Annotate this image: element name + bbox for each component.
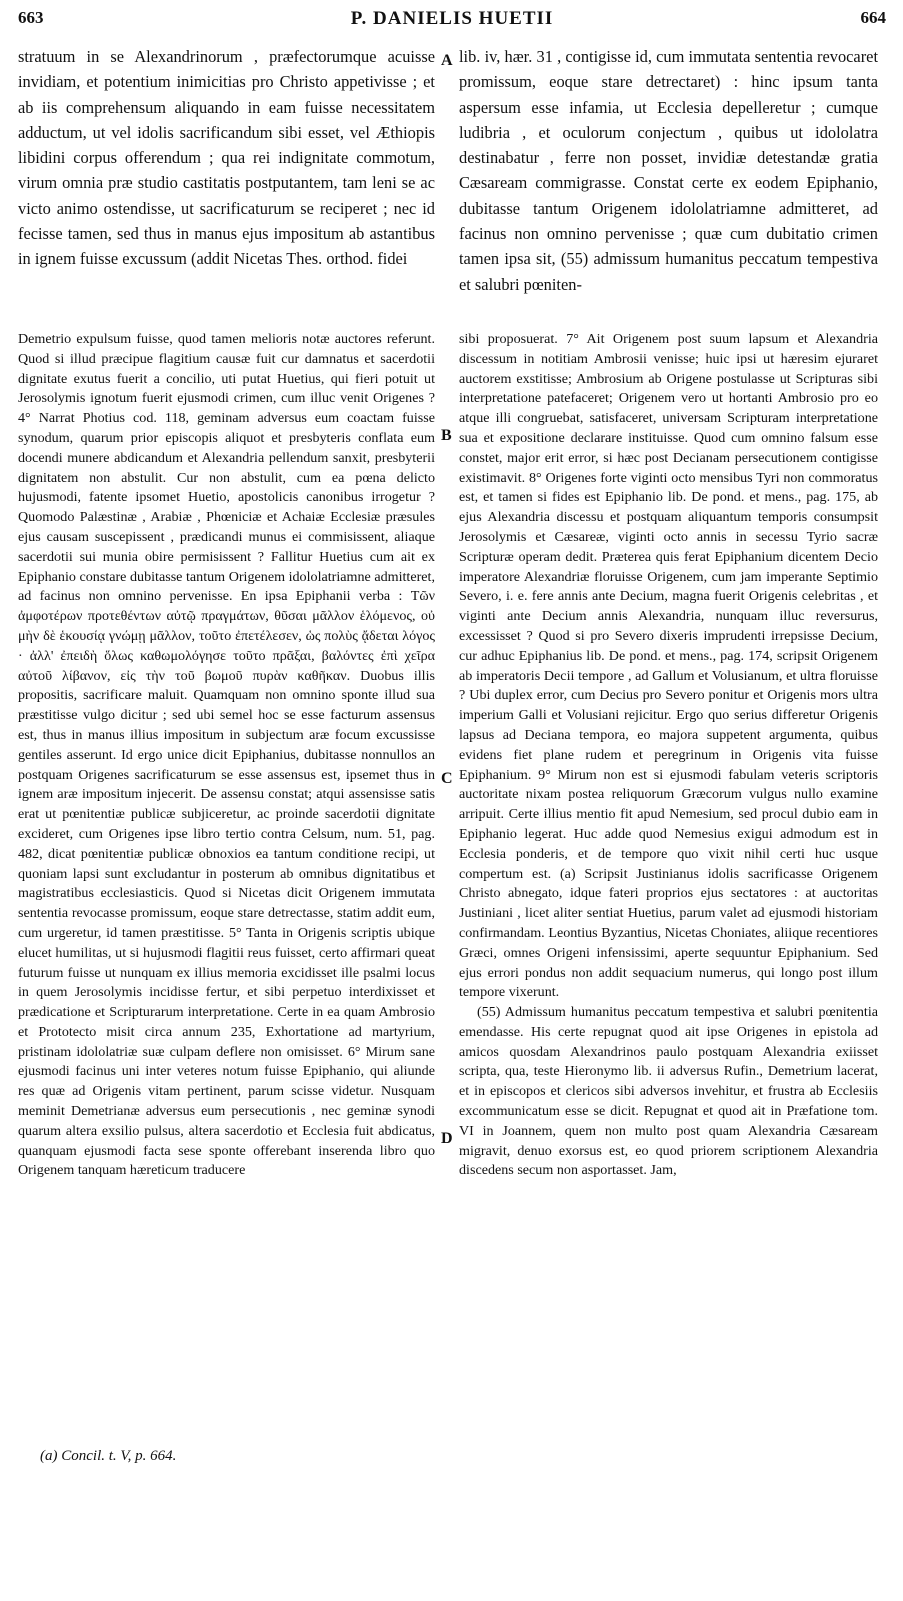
top-left-text: stratuum in se Alexandrinorum , præfectorumque acuisse invidiam, et potentium inimicitias pro Christo appetivisse ; et ab iis comprehensum aliquando in eam fuisse necessitatem adductum, ut vel idolis sacrificandum sibi esset, vel Æthiopis libidini corpus offerendum ; qua rei indignitate commotum, virum omnia præ studio castitatis postputantem, tam leni se ac victo animo ostendisse, ut sacrificaturum se reciperet ; nec id fecisse tamen, sed thus in manus ejus impositum ab astantibus in ignem fuisse excussum (addit Nicetas Thes. orthod. fidei (18, 47, 435, 269)
notes-left-paragraph: Demetrio expulsum fuisse, quod tamen melioris notæ auctores referunt. Quod si illud præcipue flagitium causæ fuit cur damnatus et sacerdotii dignitate exutus fuerit a concilio, uti putat Huetius, qui fieri potuit ut Jerosolymis ignotum fuerit ejusmodi crimen, cum illuc venit Origenes ? 4° Narrat Photius cod. 118, geminam adversus eum coactam fuisse synodum, quarum prior episcopis aliquot et presbyteris conflata eum docendi munere abdicandum et Alexandria pellendum sanxit, presbyterii dignitatem non abstulit. Cur non abstulit, cum ea pœna delicto hujusmodi, fatente ipsomet Huetio, apostolicis canonibus irrogetur ? Quomodo Palæstinæ , Arabiæ , Phœniciæ et Achaiæ Ecclesiæ præsules ejus causam suscepissent , prædicandi munus ei commisissent, aliaque sacerdotii sui munia obire permisissent ? Fallitur Huetius cum ait ex Epiphanio constare dubitasse tantum Origenem idololatriamne admitteret, ad facinus non omnino pervenisse. En ipsa Epiphanii verba : Τῶν ἀμφοτέρων προτεθέντων αὐτῷ πραγμάτων, θῦσαι μᾶλλον ἑλόμενος, οὐ μὴν δὲ ἑκουσίᾳ γνώμῃ μᾶλλον, τοῦτο ἐπετέλεσεν, ὡς πολὺς ᾄδεται λόγος · ἀλλ' ἐπειδὴ ὅλως καθωμολόγησε τοῦτο πρᾶξαι, βαλόντες ἐπὶ χεῖρα αὐτοῦ λίβανον, εἰς τὴν τοῦ βωμοῦ πυρὰν καθῆκαν. Duobus illis propositis, sacrificare maluit. Quamquam non omnino sponte illud sua præstitisse vulgo dicitur ; sed ubi semel hoc se esse facturum assensus est, thus in manus illius impositum in subjectum aræ focum excussisse gentiles asserunt. Id ergo unice dicit Epiphanius, dubitasse nonnullos an postquam Origenes sacrificaturum se esse assensus est, ipsemet thus in ignem aræ impositum injecerit. De assensu constat; atqui assensisse satis erat ut pœnitentiæ publicæ subjiceretur, ac proinde sacerdotii dignitate excideret, cum Origenes ipse libro tertio contra Celsum, num. 51, pag. 482, dicat pœnitentiæ publicæ obnoxios ea tantum conditione recipi, ut quoniam lapsi sunt excludantur in posterum ab omnibus dignitatibus et magistratibus ecclesiasticis. Quod si Nicetas dicit Origenem immutata sententia revocasse promissum, eoque stare detrectasse, statim addit eum, cum urgeretur, id tamen præstitisse. 5° Tanta in Origenis scriptis ubique elucet humilitas, ut si hujusmodi flagitii reus fuisset, certo affirmari queat futurum fuisse ut nunquam ex illius memoria excidisset ille psalmi locus in quem Jerosolymis incidisse fertur, et sibi perpetuo interdixisset et prædicatione et Scripturarum interpretatione. Certe in ea quam Ambrosio et Prototecto misit circa annum 235, Exhortatione ad martyrium, pristinam idololatriæ suæ culpam deflere non omisisset. 6° Mirum sane ejusmodi facinus uni inter veteres notum fuisse Epiphanio, qui aliunde res quæ ad Origenis vitam pertinent, parum scisse videtur. Nusquam meminit Demetrianæ adversus eum persecutionis , nec geminæ synodi quarum altera exsilio pulsus, altera sacerdotio et Ecclesia fuit abdicatus, quanquam ejusmodi facta sese sponte offerebant inserenda libro quo Origenem tanquam hæreticum traducere (18, 331, 435, 1179)
footnote: (a) Concil. t. V, p. 664. (40, 1448, 177, 1464)
page-number-right: 664 (860, 8, 886, 27)
top-right-column (459, 44, 878, 297)
margin-letter-a: A (441, 52, 453, 69)
notes-right-column (459, 330, 878, 1181)
top-left-column (18, 44, 435, 272)
page-number-left: 663 (18, 8, 44, 27)
notes-right-paragraph: sibi proposuerat. 7° Ait Origenem post suum lapsum et Alexandria discessum in notitiam Ambrosii venisse; huic ipsi ut hæresim ejuraret auctorem exstitisse; Ambrosium ab Origene postulasse ut Scripturas sibi interpretatione patefaceret; Origenem vero ut hortanti Ambrosio pro eo atque illi congruebat, satisfaceret, universam Scripturam interpretatione sua et expositione declarare instituisse. Quod cum omnino falsum esse constet, major erit error, si hæc post Decianam persecutionem contigisse existimavit. 8° Origenes forte viginti octo mensibus Tyri non commoratus est, et tamen si fides est Epiphanio lib. De pond. et mens., pag. 175, ab ejus Alexandria discessu et postquam aliquantum temporis consumpsit Jerosolymis et Cæsareæ, viginti octo annis in secessu Tyrio sacræ Scripturæ operam dedit. Præterea quis ferat Epiphanium dicentem Decio imperatore Alexandriæ floruisse Origenem, cum jam imperante Septimio Severo, i. e. fere annis ante Decium, magna fuerit Origenis celebritas , et viginti ante Decium annis Alexandria, nunquam illuc reversurus, excessisset ? Quod si pro Severo dixeris imprudenti irrepsisse Decium, cur adhuc Epiphanius lib. De pond. et mens., pag. 174, scripsit Origenem ab imperatoris Decii tempore , ad Gallum et Volusianum, et ultra floruisse ? Ubi duplex error, cum Decius pro Severo ponitur et Origenis mors ultra imperium Galli et Volusiani rejicitur. Ergo quo serius differetur Origenis lapsus ad Deciana tempora, eo majora suppetent argumenta, quibus evidens fiet plane rudem et peregrinum in Origenis vita fuisse Epiphanium. 9° Mirum non est si ejusmodi fabulam veteris scriptoris auctoritate nixam postea reliquorum Græcorum vulgus nullo examine arripuit. Certe illius mentio fit apud Nemesium, sed procul dubio eam in Epiphanio legerat. Huc adde quod Nemesius exigui admodum est in Ecclesia ponderis, et de tempore quo vixit nihil certi huc usque compertum est. (a) Scripsit Justinianus idolis sacrificasse Origenem Christo abnegato, idque fateri proprios ejus sectatores : at auctoritas Justiniani , licet aliter sentiat Huetius, parum valet ad ejusmodi historiam confirmandam. Leontius Byzantius, Nicetas Choniates, aliique recentiores Græci, omnes Origeni infensissimi, aperte sequuntur Epiphanium. Sed ejus errori pondus non addit sequacium numerus, qui longo post illum tempore vixerunt. (459, 331, 878, 1001)
note-55-paragraph: (55) Admissum humanitus peccatum tempestiva et salubri pœnitentia emendasse. His certe repugnat quod ait ipse Origenes in epistola ad amicos quosdam Alexandrinos paulo postquam Alexandria exiisset scripta, qua, teste Hieronymo lib. ii adversus Rufin., Demetrium lacerat, et in episcopos et clericos sibi adversos invehitur, et frustra ab Ecclesiis excommunicatum esse se dicit. Repugnat et quod ait in Præfatione tom. VI in Joannem, quem non multo post quam Alexandria Cæsaream migravit, denuo exorsus est, eo quod priorem scriptionem Alexandria discedens secum non asportasset. Jam, (459, 1004, 878, 1179)
running-title: P. DANIELIS HUETII (350, 8, 554, 29)
margin-letter-d: D (441, 1130, 453, 1147)
margin-letter-c: C (441, 770, 453, 787)
top-right-text: lib. iv, hær. 31 , contigisse id, cum immutata sententia revocaret promissum, eoque stare detrectaret) : hinc ipsum tanta aspersum esse infamia, ut Ecclesia depelleretur ; cumque ludibria , et oculorum conjectum , quibus ut idololatra destinabatur , ferre non posset, invidiæ detestandæ gratia Cæsaream commigrasse. Constat certe ex eodem Epiphanio, dubitasse tantum Origenem idololatriamne admitteret, ad facinus non omnino pervenisse ; quæ cum dubitatio crimen tamen ipsa sit, (55) admissum humanitus peccatum tempestiva et salubri pœniten- (459, 47, 878, 294)
margin-letter-b: B (441, 427, 452, 444)
running-header (18, 8, 886, 34)
notes-left-column (18, 330, 435, 1181)
